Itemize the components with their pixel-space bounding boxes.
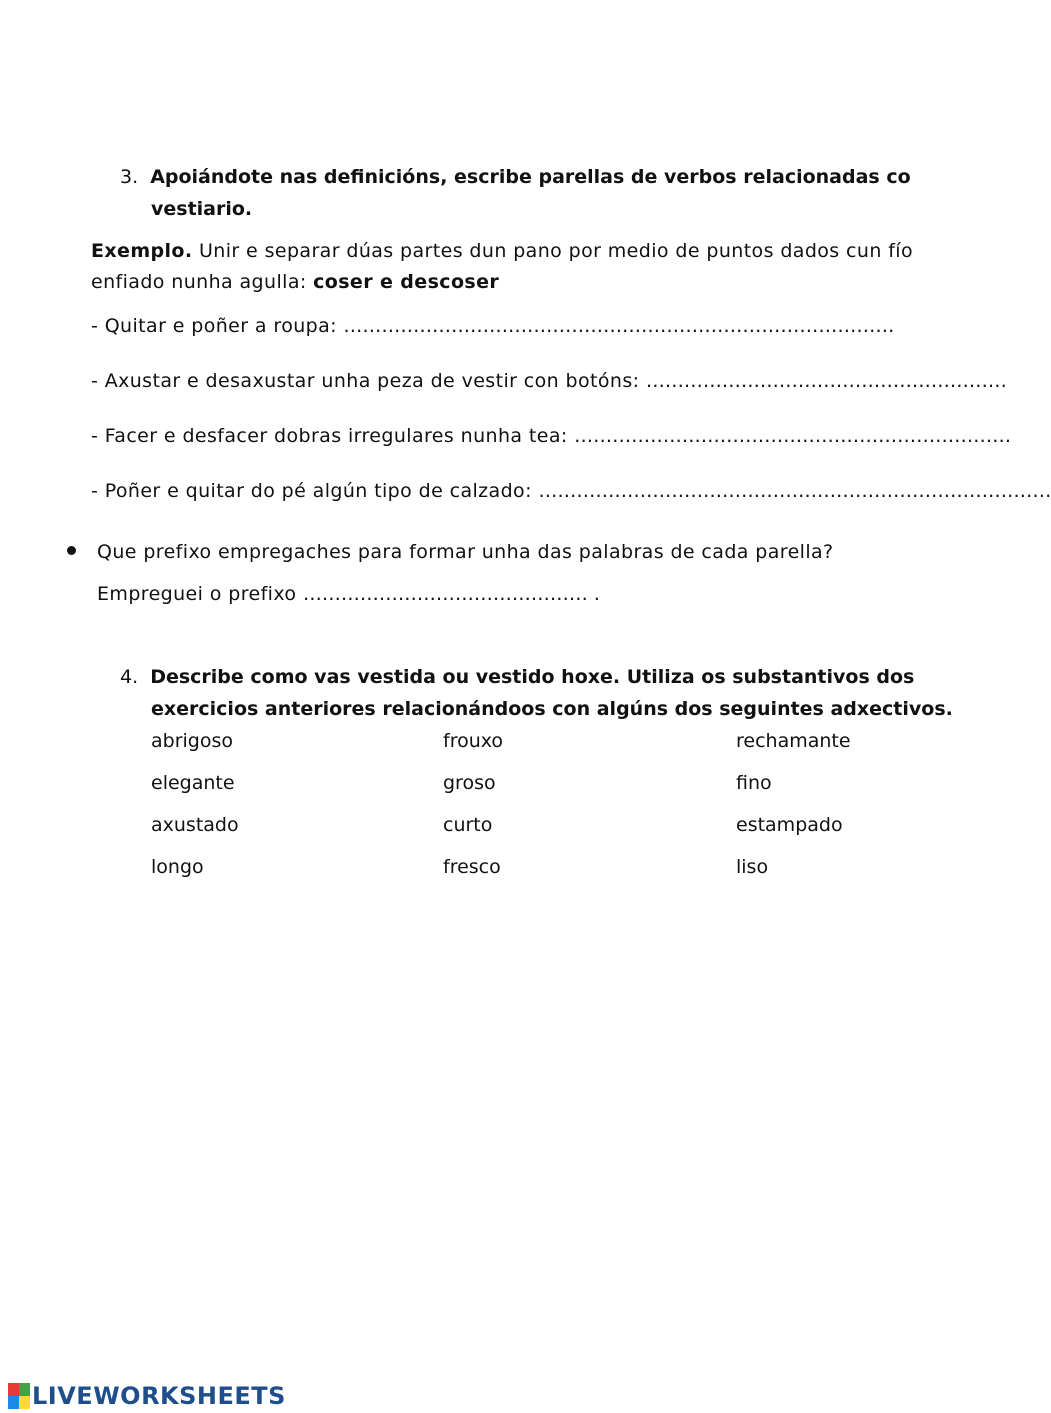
example-answer: coser e descoser [313,271,500,293]
liveworksheets-logo[interactable] [8,1380,286,1412]
liveworksheets-logo-icon [8,1383,30,1409]
item-axustar-desaxustar [91,370,1007,392]
adjective: liso [736,856,769,878]
answer-blank[interactable]: ……………………………………………………………………… [538,480,1051,502]
question-4-number: 4. [120,666,139,688]
answer-blank[interactable]: …………………………………………………………………………… [343,315,895,337]
adjective: groso [443,772,496,794]
question-4-title [120,666,914,688]
adjective: frouxo [443,730,504,752]
adjective: estampado [736,814,843,836]
answer-blank[interactable]: ………………………………………………… [645,370,1007,392]
item-poner-quitar [91,480,1051,502]
adjective: axustado [151,814,239,836]
prefix-answer-text: Empreguei o prefixo [97,583,303,605]
example-text-1: Unir e separar dúas partes dun pano por medio de puntos dados cun fío [192,240,914,262]
question-3-title-line2: vestiario. [151,198,253,220]
example-text-2: enfiado nunha agulla: [91,271,314,293]
question-3-number: 3. [120,166,139,188]
example-label: Exemplo. [91,240,193,262]
example-line-2 [91,271,499,293]
adjective: rechamante [736,730,851,752]
answer-blank[interactable]: …………………………………………………………… [574,425,1012,447]
bullet-icon [67,546,76,555]
item-facer-desfacer [91,425,1011,447]
question-3-title-line1: Apoiándote nas definicións, escribe parellas de verbos relacionadas co [150,166,911,188]
prefix-question: Que prefixo empregaches para formar unha das palabras de cada parella? [97,541,834,563]
adjective: fino [736,772,772,794]
item-quitar-poner [91,315,894,337]
example-line-1 [91,240,913,262]
prefix-answer [97,583,600,605]
liveworksheets-brand: LIVEWORKSHEETS [32,1382,286,1410]
item-text: - Axustar e desaxustar unha peza de vestir con botóns: [91,370,646,392]
question-4-title-line1: Describe como vas vestida ou vestido hoxe. Utiliza os substantivos dos [150,666,915,688]
adjective: fresco [443,856,501,878]
question-4-title-line2: exercicios anteriores relacionándoos con algúns dos seguintes adxectivos. [151,698,953,720]
adjective: elegante [151,772,235,794]
adjective: longo [151,856,204,878]
item-text: - Facer e desfacer dobras irregulares nunha tea: [91,425,575,447]
adjective: abrigoso [151,730,234,752]
question-3-title [120,166,911,188]
item-text: - Poñer e quitar do pé algún tipo de calzado: [91,480,539,502]
adjective: curto [443,814,493,836]
prefix-answer-blank[interactable]: ……………………………………… . [302,583,600,605]
item-text: - Quitar e poñer a roupa: [91,315,344,337]
